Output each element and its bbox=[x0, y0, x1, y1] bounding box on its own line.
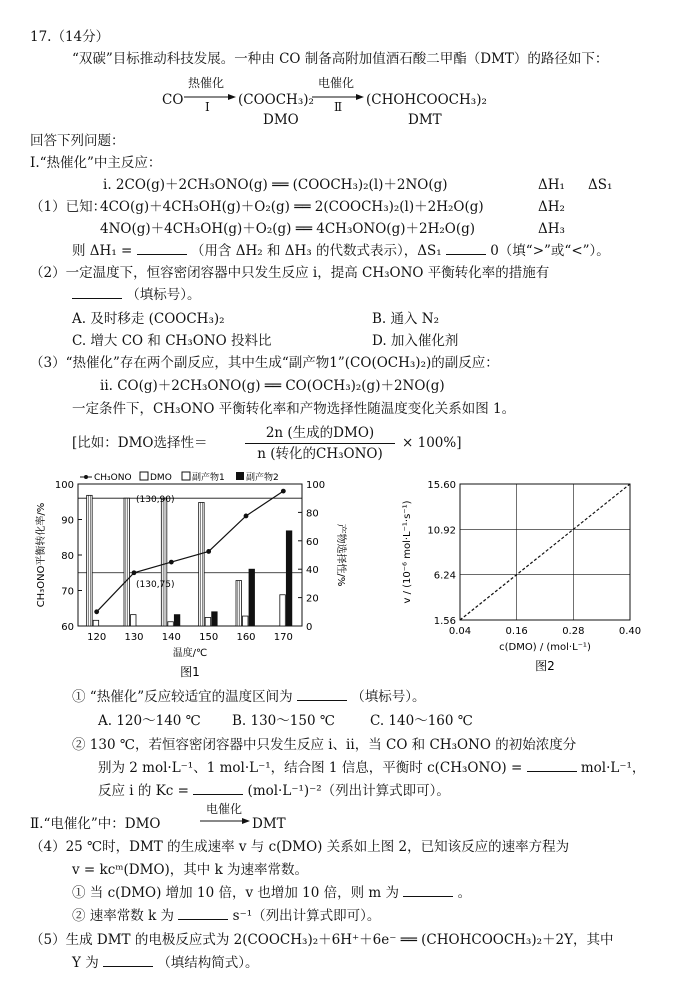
plot-frame bbox=[78, 484, 302, 626]
point-ch3ono bbox=[132, 570, 137, 575]
q1-label: （1）已知： bbox=[30, 199, 107, 215]
y-axis-right-title: 产物选择性/% bbox=[335, 523, 346, 587]
answer-blank-dh1[interactable] bbox=[137, 242, 187, 255]
option-2c: C. 增大 CO 和 CH₃ONO 投料比 bbox=[72, 333, 272, 349]
point-ch3ono bbox=[169, 560, 174, 565]
sub2-line3: 反应 i 的 Kc = (mol·L⁻¹)⁻²（列出计算式即可）。 bbox=[98, 783, 450, 799]
reaction-ii: ii. CO(g)＋2CH₃ONO(g) ══ CO(OCH₃)₂(g)＋2NO(g) bbox=[100, 378, 445, 394]
known-eq1: 4CO(g)＋4CH₃OH(g)＋O₂(g) ══ 2(COOCH₃)₂(l)＋2H₂O(g) bbox=[100, 199, 484, 215]
x-tick-label: 130 bbox=[124, 632, 144, 643]
answer-blank-m[interactable] bbox=[403, 884, 453, 897]
right-tick-label: 80 bbox=[306, 508, 319, 520]
left-tick-label: 80 bbox=[61, 551, 74, 562]
q4-line1: （4）25 ℃时，DMT 的生成速率 v 与 c(DMO) 关系如上图 2，已知该反应的速率方程为 bbox=[30, 839, 570, 855]
dh2: ΔH₂ bbox=[538, 199, 565, 215]
formula-numerator: 2n (生成的DMO) bbox=[265, 425, 375, 441]
left-tick-label: 70 bbox=[61, 586, 74, 598]
legend-swatch-byproduct2 bbox=[236, 472, 244, 480]
formula-denominator: n (转化的CH₃ONO) bbox=[257, 446, 383, 462]
part2-arrow bbox=[200, 816, 250, 826]
y-tick-label: 6.24 bbox=[433, 570, 456, 582]
answer-blank-k[interactable] bbox=[178, 907, 228, 920]
part2-title-b: DMT bbox=[252, 816, 286, 832]
right-tick-label: 40 bbox=[306, 565, 319, 577]
answer-prompt: 回答下列问题： bbox=[30, 133, 125, 149]
series-line-rate bbox=[460, 484, 630, 620]
point-ch3ono bbox=[94, 609, 99, 614]
bar-byproduct1 bbox=[280, 595, 286, 626]
q4-sub2: ② 速率常数 k 为 s⁻¹（列出计算式即可）。 bbox=[72, 908, 381, 924]
route-arrow1-bottom: Ⅰ bbox=[205, 100, 210, 114]
x-tick-label: 0.04 bbox=[448, 626, 472, 637]
bar-byproduct2 bbox=[174, 615, 180, 626]
figure-caption: 图2 bbox=[535, 659, 555, 673]
ds1: ΔS₁ bbox=[588, 177, 613, 193]
x-axis-title: c(DMO) / (mol·L⁻¹) bbox=[499, 642, 591, 653]
legend-label-dmo: DMO bbox=[150, 473, 172, 483]
route-end: (CHOHCOOCH₃)₂ bbox=[366, 92, 487, 108]
right-tick-label: 20 bbox=[306, 593, 319, 605]
bar-byproduct2 bbox=[286, 531, 292, 626]
bar-byproduct1 bbox=[243, 616, 249, 626]
dh1: ΔH₁ bbox=[538, 177, 565, 193]
x-axis-title: 温度/℃ bbox=[172, 648, 208, 659]
option-2a: A. 及时移走 (COOCH₃)₂ bbox=[72, 311, 225, 327]
route-end-label: DMT bbox=[408, 112, 442, 128]
reaction-i: i. 2CO(g)＋2CH₃ONO(g) ══ (COOCH₃)₂(l)＋2NO(g) bbox=[103, 177, 448, 193]
y-tick-label: 1.56 bbox=[433, 616, 456, 627]
bar-byproduct1 bbox=[168, 622, 174, 626]
answer-blank-kc[interactable] bbox=[193, 782, 243, 795]
q4-sub1: ① 当 c(DMO) 增加 10 倍，v 也增加 10 倍，则 m 为 。 bbox=[72, 885, 472, 901]
x-tick-label: 0.28 bbox=[562, 626, 585, 637]
part1-title: Ⅰ.“热催化”中主反应： bbox=[30, 155, 162, 171]
route-arrow1-top: 热催化 bbox=[188, 76, 225, 90]
q2-text: （2）一定温度下，恒容密闭容器中只发生反应 i，提高 CH₃ONO 平衡转化率的措施有 bbox=[30, 265, 550, 281]
answer-blank-ds1[interactable] bbox=[446, 242, 486, 255]
sub2-line2: 别为 2 mol·L⁻¹、1 mol·L⁻¹，结合图 1 信息，平衡时 c(CH₃ONO) = mol·L⁻¹， bbox=[98, 760, 646, 776]
sub1-line: ① “热催化”反应较适宜的温度区间为 （填标号）。 bbox=[72, 689, 426, 705]
x-tick-label: 120 bbox=[87, 632, 107, 643]
formula-fraction-bar bbox=[245, 443, 395, 444]
route-arrow2-bottom: Ⅱ bbox=[334, 100, 343, 114]
option-3b: B. 130～150 ℃ bbox=[232, 713, 335, 729]
option-3a: A. 120～140 ℃ bbox=[98, 713, 201, 729]
y-tick-label: 10.92 bbox=[427, 525, 456, 537]
figure-1-chart bbox=[30, 470, 360, 682]
annotation-130-75: (130,75) bbox=[136, 579, 175, 590]
option-2b: B. 通入 N₂ bbox=[372, 311, 440, 327]
bar-dmo bbox=[124, 498, 130, 626]
option-2d: D. 加入催化剂 bbox=[372, 333, 459, 349]
bar-byproduct1 bbox=[205, 617, 211, 626]
legend-label-ch3ono: CH₃ONO bbox=[94, 473, 132, 483]
point-ch3ono bbox=[281, 489, 286, 494]
bar-byproduct2 bbox=[249, 569, 255, 626]
q5-line2: Y 为 （填结构简式）。 bbox=[72, 955, 259, 971]
point-ch3ono bbox=[244, 514, 249, 519]
legend-label-byproduct2: 副产物2 bbox=[246, 473, 279, 483]
answer-blank-q2[interactable] bbox=[72, 286, 122, 299]
part2-arrow-label: 电催化 bbox=[206, 802, 243, 816]
part2-title-a: Ⅱ.“电催化”中：DMO bbox=[30, 816, 161, 832]
x-tick-label: 150 bbox=[199, 632, 219, 643]
bar-dmo bbox=[199, 502, 205, 626]
legend-swatch-dmo bbox=[140, 472, 148, 480]
q2-ask: （填标号）。 bbox=[72, 286, 201, 304]
q1-ask: 则 ΔH₁ = （用含 ΔH₂ 和 ΔH₃ 的代数式表示），ΔS₁ 0（填“>”或“<”）。 bbox=[72, 243, 610, 259]
bar-dmo bbox=[87, 495, 93, 626]
route-arrow2-top: 电催化 bbox=[318, 76, 355, 90]
option-3c: C. 140～160 ℃ bbox=[370, 713, 473, 729]
x-tick-label: 170 bbox=[273, 632, 293, 643]
bar-dmo bbox=[161, 498, 167, 626]
x-tick-label: 140 bbox=[161, 632, 181, 643]
route-arrow1 bbox=[184, 92, 236, 102]
answer-blank-y[interactable] bbox=[103, 954, 153, 967]
left-tick-label: 60 bbox=[61, 622, 74, 633]
sub2-line1: ② 130 ℃，若恒容密闭容器中只发生反应 i、ii，当 CO 和 CH₃ONO 的初始浓度分 bbox=[72, 737, 577, 753]
annotation-130-90: (130,90) bbox=[136, 495, 175, 506]
route-start: CO bbox=[162, 92, 184, 108]
known-eq2: 4NO(g)＋4CH₃OH(g)＋O₂(g) ══ 4CH₃ONO(g)＋2H₂O(g) bbox=[100, 221, 476, 237]
bar-dmo bbox=[236, 581, 242, 626]
q3-text: （3）“热催化”存在两个副反应，其中生成“副产物1”(CO(OCH₃)₂)的副反应： bbox=[30, 355, 499, 371]
left-tick-label: 100 bbox=[54, 480, 74, 491]
formula-prefix: [比如：DMO选择性＝ bbox=[72, 435, 208, 451]
figure-2-chart bbox=[390, 470, 660, 682]
point-ch3ono bbox=[206, 549, 211, 554]
route-mid: (COOCH₃)₂ bbox=[238, 92, 314, 108]
right-tick-label: 100 bbox=[306, 480, 326, 491]
y-axis-title: v / (10⁻⁶ mol·L⁻¹·s⁻¹) bbox=[402, 500, 413, 604]
q3-desc: 一定条件下，CH₃ONO 平衡转化率和产物选择性随温度变化关系如图 1。 bbox=[72, 401, 516, 417]
q4-line2: v = kcᵐ(DMO)，其中 k 为速率常数。 bbox=[72, 862, 309, 878]
left-tick-label: 90 bbox=[61, 515, 74, 527]
dh3: ΔH₃ bbox=[538, 221, 565, 237]
legend-point-marker bbox=[84, 475, 88, 479]
y-tick-label: 15.60 bbox=[427, 480, 456, 491]
x-tick-label: 0.40 bbox=[618, 626, 642, 637]
x-tick-label: 0.16 bbox=[505, 626, 528, 637]
question-number: 17.（14分） bbox=[30, 29, 110, 45]
legend-swatch-byproduct1 bbox=[182, 472, 190, 480]
y-axis-left-title: CH₃ONO平衡转化率/% bbox=[36, 502, 47, 608]
x-tick-label: 160 bbox=[236, 632, 256, 643]
answer-blank-sub1[interactable] bbox=[297, 688, 347, 701]
intro-text: “双碳”目标推动科技发展。一种由 CO 制备高附加值酒石酸二甲酯（DMT）的路径如下： bbox=[72, 51, 609, 67]
right-tick-label: 60 bbox=[306, 536, 319, 548]
route-mid-label: DMO bbox=[263, 112, 299, 128]
answer-blank-conc[interactable] bbox=[527, 759, 577, 772]
q5-line1: （5）生成 DMT 的电极反应式为 2(COOCH₃)₂＋6H⁺＋6e⁻ ══ (CHOHCOOCH₃)₂＋2Y，其中 bbox=[30, 932, 614, 948]
legend-label-byproduct1: 副产物1 bbox=[192, 473, 225, 483]
bar-byproduct2 bbox=[212, 612, 218, 626]
figure-caption: 图1 bbox=[180, 665, 200, 679]
bar-byproduct1 bbox=[131, 615, 137, 626]
formula-suffix: × 100%] bbox=[402, 435, 462, 451]
right-tick-label: 0 bbox=[306, 622, 313, 633]
bar-byproduct1 bbox=[93, 620, 99, 626]
